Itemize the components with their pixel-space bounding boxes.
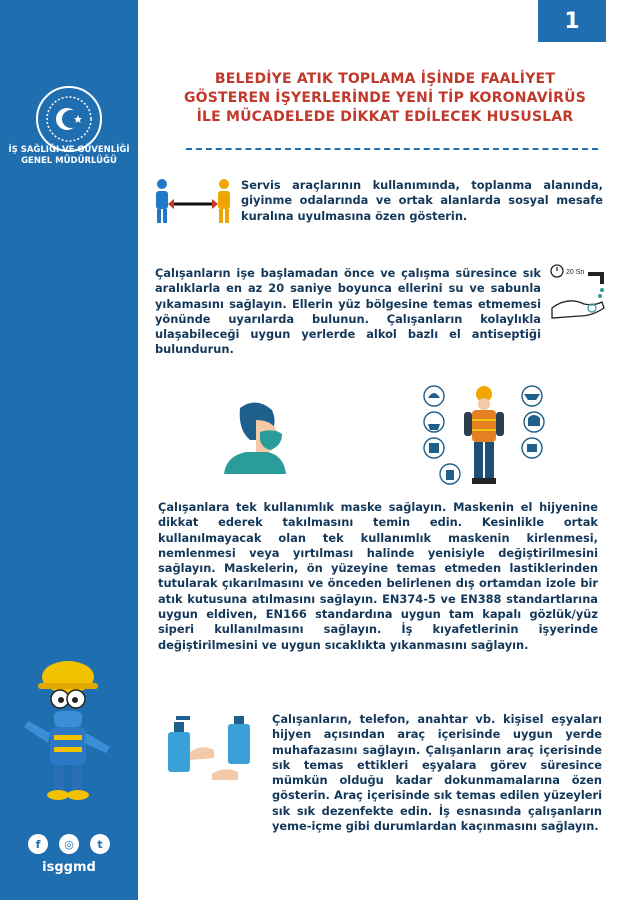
ministry-logo xyxy=(36,86,102,152)
section-personal-items: Çalışanların, telefon, anahtar vb. kişisel eşyaları hijyen açısından araç içerisinde uygun yerde muhafazasını sağlayın. Çalışanların araç içerisinde sık temas ettikleri eşyalara görev süresince mümkün olduğu kadar dokunmamalarına özen gösterin. Araç içerisinde sık temas edilen yüzeyleri sık sık dezenfekte edin. İş esnasında çalışanların yeme-içme gibi durumlardan kaçınmasını sağlayın. xyxy=(272,712,602,834)
social-handle: isggmd xyxy=(42,860,96,875)
section-social-distance: Servis araçlarının kullanımında, toplanma alanında, giyinme odalarında ve ortak alanlarda sosyal mesafe kuralına uyulmasına özen gösterin. xyxy=(241,178,603,223)
sidebar xyxy=(0,0,138,900)
crescent-star-icon xyxy=(38,88,100,150)
section-masks-ppe: Çalışanlara tek kullanımlık maske sağlayın. Maskenin el hijyenine dikkat ederek takılmasını temin edin. Kesinlikle ortak kullanılmayacak olan tek kullanımlık maskenin kirlenmesi, nemlenmesi veya yırtılması halinde yenisiyle değiştirilmesini sağlayın. Maskelerin, ön yüzeyine temas etmeden lastiklerinden tutularak çıkarılmasını ve önceden belirlenen dış ortamdan izole bir atık kutusuna atılmasını sağlayın. EN374-5 ve EN388 standartlarına uygun eldiven, EN166 standardına uygun tam kapalı gözlük/yüz siperi kullanılmasını sağlayın. İş kıyafetlerinin işyerinde değiştirilmesini ve uygun sıcaklıkta yıkanmasını sağlayın. xyxy=(158,500,598,652)
social-distance-icon xyxy=(150,178,236,226)
organization-line-2: GENEL MÜDÜRLÜĞÜ xyxy=(21,156,117,166)
instagram-icon[interactable]: ◎ xyxy=(59,834,79,854)
hand-washing-icon xyxy=(548,262,610,324)
page-title: BELEDİYE ATIK TOPLAMA İŞİNDE FAALİYET GÖSTEREN İŞYERLERİNDE YENİ TİP KORONAVİRÜS İLE MÜCADELEDE DİKKAT EDİLECEK HUSUSLAR xyxy=(183,71,587,125)
mascot-illustration xyxy=(18,655,118,805)
twitter-icon[interactable]: t xyxy=(90,834,110,854)
ppe-worker-icon xyxy=(420,382,548,488)
sanitizer-icon xyxy=(162,714,262,782)
organization-line-1: İŞ SAĞLIĞI VE GÜVENLİĞİ xyxy=(8,145,130,155)
timer-label: 20 Sn xyxy=(566,269,585,276)
social-links xyxy=(28,834,110,854)
title-divider xyxy=(186,148,598,150)
page-number: 1 xyxy=(538,0,606,42)
organization-name xyxy=(0,145,138,167)
face-mask-person-icon xyxy=(222,400,292,474)
facebook-icon[interactable]: f xyxy=(28,834,48,854)
section-hand-hygiene: Çalışanların işe başlamadan önce ve çalışma süresince sık aralıklarla en az 20 saniye boyunca ellerini su ve sabunla yıkamasını sağlayın. Ellerin yüz bölgesine temas etmemesi yönünde uyarılarda bulunun. Çalışanların kolaylıkla ulaşabileceği uygun yerlerde alkol bazlı el antiseptiği bulundurun. xyxy=(155,266,541,357)
